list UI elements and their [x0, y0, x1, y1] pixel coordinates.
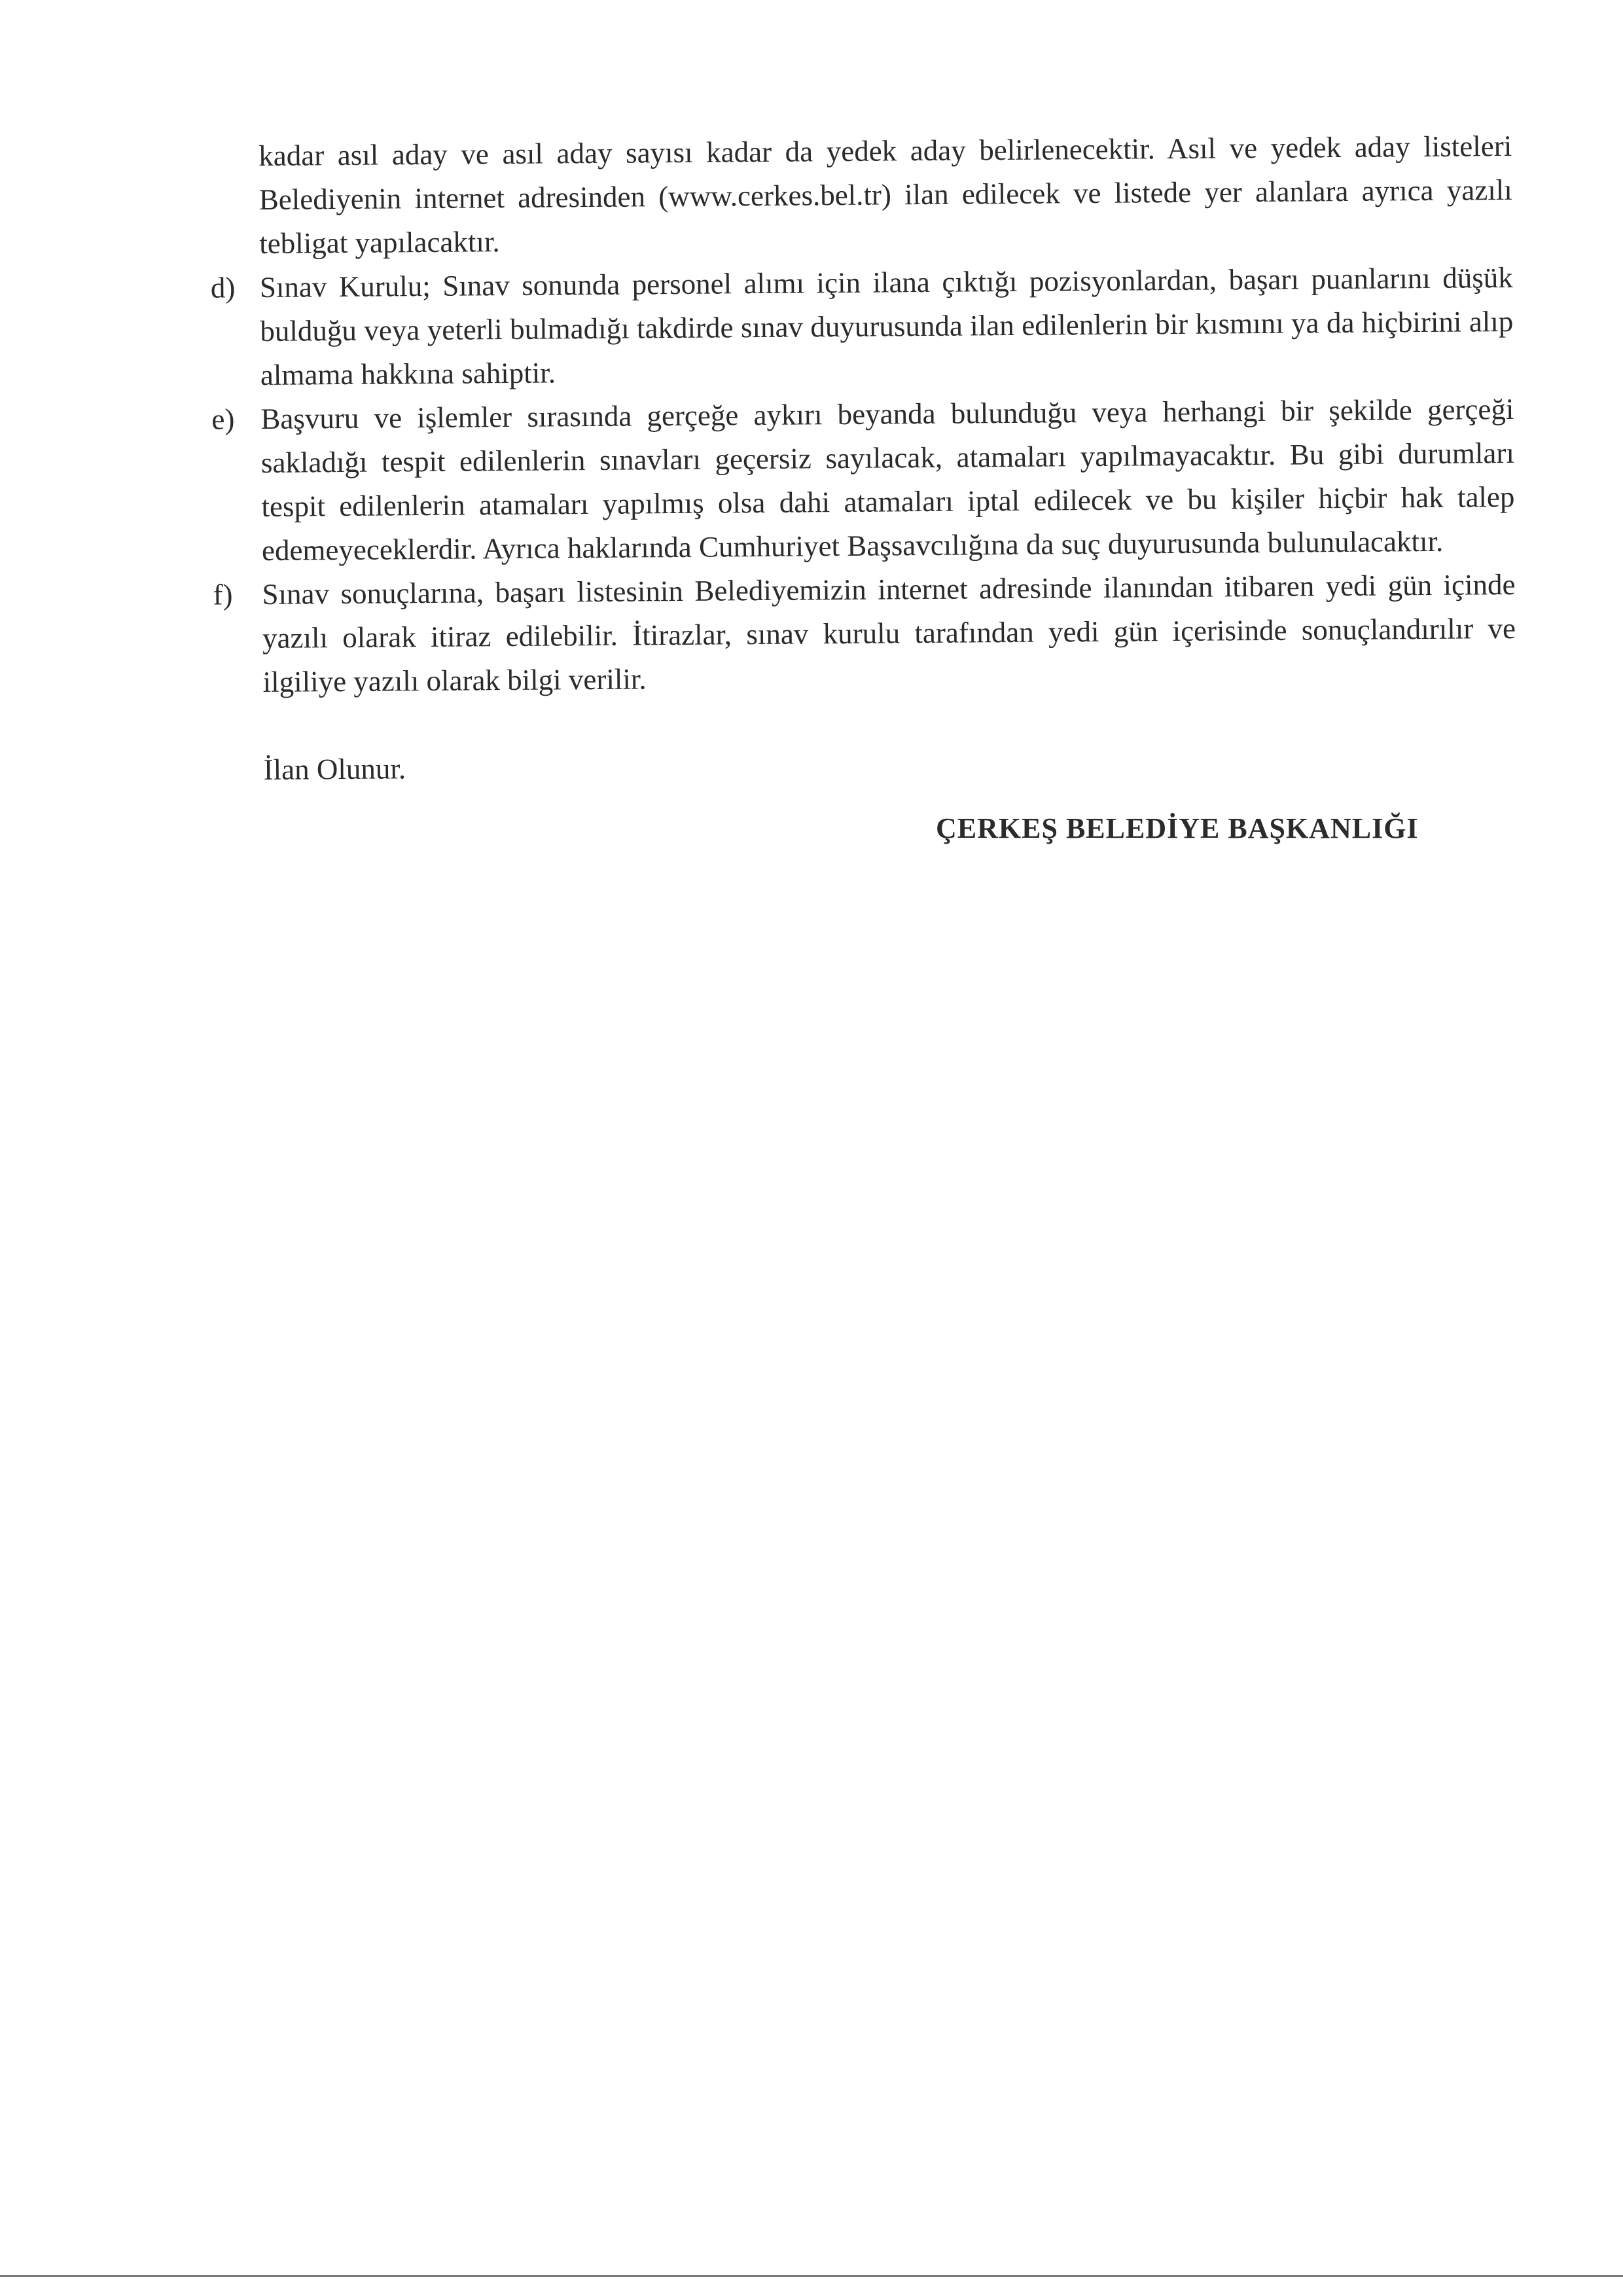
list-marker-e: e) — [211, 403, 235, 436]
list-item-d — [210, 256, 1514, 397]
continuation-paragraph: kadar asıl aday ve asıl aday sayısı kadar da yedek aday belirlenecektir. Asıl ve yedek aday listeleri Belediyenin internet adresinden (www.cerkes.bel.tr) ilan edilecek ve listede yer alanlara ayrıca yazılı tebligat yapılacaktır. — [259, 129, 1512, 260]
document-body — [210, 124, 1517, 792]
bottom-divider — [0, 2275, 1623, 2277]
list-marker-d: d) — [210, 271, 236, 304]
list-item-f — [213, 563, 1516, 704]
list-item-f-text: Sınav sonuçlarına, başarı listesinin Belediyemizin internet adresinde ilanından itibaren yedi gün içinde yazılı olarak itiraz edilebilir. İtirazlar, sınav kurulu tarafından yedi gün içerisinde sonuçlandırılır ve ilgiliye yazılı olarak bilgi verilir. — [262, 567, 1516, 698]
list-marker-f: f) — [213, 578, 233, 611]
list-item-d-text: Sınav Kurulu; Sınav sonunda personel alımı için ilana çıktığı pozisyonlardan, başarı puanlarını düşük bulduğu veya yeterli bulmadığı takdirde sınav duyurusunda ilan edilenlerin bir kısmını ya da hiçbirini alıp almama hakkına sahiptir. — [259, 260, 1514, 391]
closing-line: İlan Olunur. — [263, 752, 406, 786]
signature-authority: ÇERKEŞ BELEDİYE BAŞKANLIĞI — [936, 812, 1419, 844]
list-item-e-text: Başvuru ve işlemler sırasında gerçeğe aykırı beyanda bulunduğu veya herhangi bir şekilde gerçeği sakladığı tespit edilenlerin sınavları geçersiz sayılacak, atamaları yapılmayacaktır. Bu gibi durumları tespit edilenlerin atamaları yapılmış olsa dahi atamaları iptal edilecek ve bu kişiler hiçbir hak talep edemeyeceklerdir. Ayrıca haklarında Cumhuriyet Başsavcılığına da suç duyurusunda bulunulacaktır. — [260, 392, 1515, 567]
list-item-e — [211, 387, 1515, 573]
